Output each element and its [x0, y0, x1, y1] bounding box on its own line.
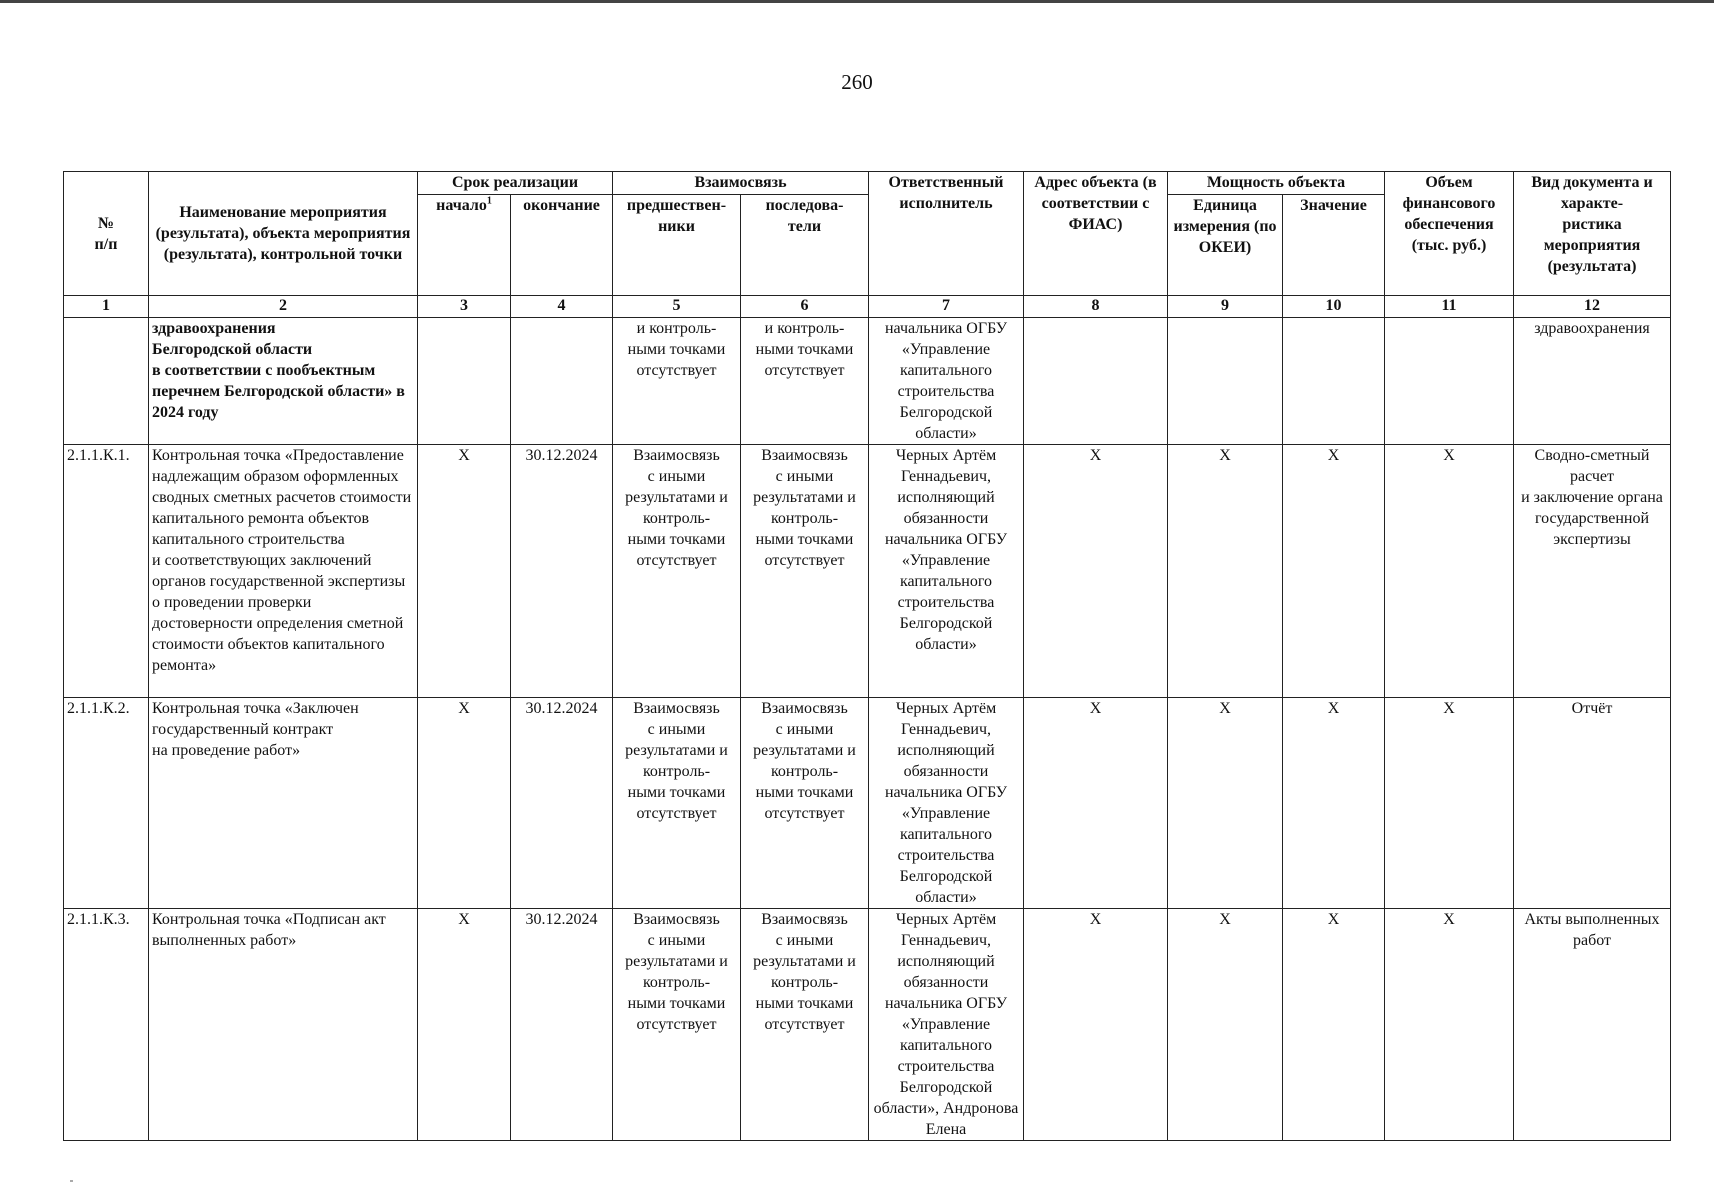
cell-start: Х	[418, 909, 511, 1141]
cell-value: Х	[1283, 445, 1385, 698]
cell-start: Х	[418, 445, 511, 698]
header-start-footnote: 1	[486, 195, 492, 207]
header-start-label: начало	[436, 197, 487, 214]
header-unit: Единица измерения (по ОКЕИ)	[1168, 195, 1283, 296]
cell-num: 2.1.1.К.3.	[64, 909, 149, 1141]
cell-end: 30.12.2024	[511, 698, 613, 909]
header-row-1	[64, 172, 1671, 195]
cell-end	[511, 318, 613, 445]
header-term-group: Срок реализации	[418, 172, 613, 195]
cell-num	[64, 318, 149, 445]
header-successors: последова- тели	[741, 195, 869, 296]
cell-successors: Взаимосвязь с иными результатами и контроль- ными точками отсутствует	[741, 698, 869, 909]
cell-start: Х	[418, 698, 511, 909]
cell-name: Контрольная точка «Заключен государственный контракт на проведение работ»	[149, 698, 418, 909]
header-doc-type: Вид документа и характе- ристика мероприятия (результата)	[1514, 172, 1671, 296]
cell-address: Х	[1024, 909, 1168, 1141]
header-end: окончание	[511, 195, 613, 296]
column-number: 6	[741, 296, 869, 318]
cell-name: здравоохранения Белгородской области в соответствии с пообъектным перечнем Белгородской области» в 2024 году	[149, 318, 418, 445]
cell-finance: Х	[1385, 909, 1514, 1141]
cell-responsible: Черных Артём Геннадьевич, исполняющий обязанности начальника ОГБУ «Управление капитального строительства Белгородской области»	[869, 445, 1024, 698]
table-row	[64, 909, 1671, 1141]
cell-finance	[1385, 318, 1514, 445]
column-number: 4	[511, 296, 613, 318]
cell-unit: Х	[1168, 909, 1283, 1141]
cell-value: Х	[1283, 909, 1385, 1141]
cell-num: 2.1.1.К.1.	[64, 445, 149, 698]
column-number: 8	[1024, 296, 1168, 318]
column-number: 11	[1385, 296, 1514, 318]
column-number: 10	[1283, 296, 1385, 318]
cell-responsible: Черных Артём Геннадьевич, исполняющий обязанности начальника ОГБУ «Управление капитального строительства Белгородской области», Андронова Елена	[869, 909, 1024, 1141]
cell-unit	[1168, 318, 1283, 445]
column-number: 9	[1168, 296, 1283, 318]
column-number: 1	[64, 296, 149, 318]
cell-unit: Х	[1168, 698, 1283, 909]
cell-doc-type: здравоохранения	[1514, 318, 1671, 445]
scan-speck	[70, 1180, 73, 1182]
cell-value: Х	[1283, 698, 1385, 909]
column-number-row	[64, 296, 1671, 318]
table-row	[64, 698, 1671, 909]
cell-address: Х	[1024, 445, 1168, 698]
cell-predecessors: и контроль- ными точками отсутствует	[613, 318, 741, 445]
page-number: 260	[841, 70, 873, 94]
cell-successors: и контроль- ными точками отсутствует	[741, 318, 869, 445]
cell-responsible: Черных Артём Геннадьевич, исполняющий обязанности начальника ОГБУ «Управление капитального строительства Белгородской области»	[869, 698, 1024, 909]
cell-end: 30.12.2024	[511, 445, 613, 698]
header-value: Значение	[1283, 195, 1385, 296]
header-responsible: Ответственный исполнитель	[869, 172, 1024, 296]
cell-value	[1283, 318, 1385, 445]
cell-name: Контрольная точка «Подписан акт выполненных работ»	[149, 909, 418, 1141]
cell-name: Контрольная точка «Предоставление надлежащим образом оформленных сводных сметных расчетов стоимости капитального ремонта объектов капитального строительства и соответствующих заключений органов государственной экспертизы о проведении проверки достоверности определения сметной стоимости объектов капитального ремонта»	[149, 445, 418, 698]
column-number: 3	[418, 296, 511, 318]
header-predecessors: предшествен- ники	[613, 195, 741, 296]
column-number: 12	[1514, 296, 1671, 318]
cell-doc-type: Акты выполненных работ	[1514, 909, 1671, 1141]
cell-doc-type: Отчёт	[1514, 698, 1671, 909]
cell-successors: Взаимосвязь с иными результатами и контроль- ными точками отсутствует	[741, 909, 869, 1141]
plan-table	[63, 171, 1671, 1141]
cell-num: 2.1.1.К.2.	[64, 698, 149, 909]
column-number: 7	[869, 296, 1024, 318]
column-number: 2	[149, 296, 418, 318]
cell-responsible: начальника ОГБУ «Управление капитального строительства Белгородской области»	[869, 318, 1024, 445]
cell-address	[1024, 318, 1168, 445]
table-row	[64, 318, 1671, 445]
header-name: Наименование мероприятия (результата), объекта мероприятия (результата), контрольной точки	[149, 172, 418, 296]
header-start	[418, 195, 511, 296]
cell-predecessors: Взаимосвязь с иными результатами и контроль- ными точками отсутствует	[613, 698, 741, 909]
cell-start	[418, 318, 511, 445]
header-link-group: Взаимосвязь	[613, 172, 869, 195]
cell-predecessors: Взаимосвязь с иными результатами и контроль- ными точками отсутствует	[613, 909, 741, 1141]
cell-end: 30.12.2024	[511, 909, 613, 1141]
cell-predecessors: Взаимосвязь с иными результатами и контроль- ными точками отсутствует	[613, 445, 741, 698]
table-row	[64, 445, 1671, 698]
header-capacity-group: Мощность объекта	[1168, 172, 1385, 195]
scan-top-edge	[0, 0, 1714, 3]
cell-finance: Х	[1385, 445, 1514, 698]
cell-unit: Х	[1168, 445, 1283, 698]
cell-doc-type: Сводно-сметный расчет и заключение органа государственной экспертизы	[1514, 445, 1671, 698]
column-number: 5	[613, 296, 741, 318]
header-num: № п/п	[64, 172, 149, 296]
header-finance: Объем финансового обеспечения (тыс. руб.)	[1385, 172, 1514, 296]
cell-successors: Взаимосвязь с иными результатами и контроль- ными точками отсутствует	[741, 445, 869, 698]
header-address: Адрес объекта (в соответствии с ФИАС)	[1024, 172, 1168, 296]
cell-address: Х	[1024, 698, 1168, 909]
cell-finance: Х	[1385, 698, 1514, 909]
